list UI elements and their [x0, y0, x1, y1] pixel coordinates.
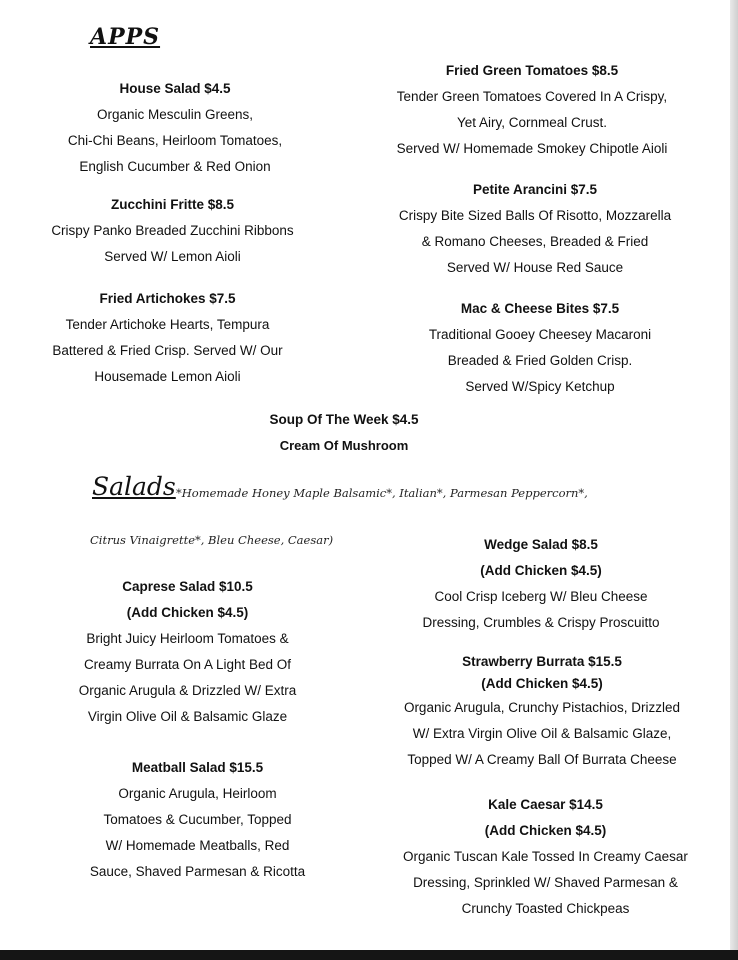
item-title: Soup Of The Week $4.5 [269, 412, 419, 427]
item-desc-line: Organic Arugula & Drizzled W/ Extra [78, 683, 297, 698]
item-title: Kale Caesar $14.5 [488, 797, 603, 812]
item-addon: (Add Chicken $4.5) [126, 605, 249, 620]
item-title: Mac & Cheese Bites $7.5 [460, 301, 620, 316]
item-desc-line: W/ Extra Virgin Olive Oil & Balsamic Glaze, [412, 726, 672, 741]
menu-item-fried-artichokes [30, 286, 305, 390]
item-desc-line: Tender Artichoke Hearts, Tempura [65, 317, 270, 332]
apps-heading: APPS [90, 24, 161, 50]
page-bottom-bar [0, 950, 738, 960]
item-desc-line: Traditional Gooey Cheesey Macaroni [428, 327, 652, 342]
item-desc-line: English Cucumber & Red Onion [79, 159, 271, 174]
menu-item-caprese-salad [55, 574, 320, 730]
menu-item-fried-green-tomatoes [372, 58, 692, 162]
item-desc-line: Crispy Panko Breaded Zucchini Ribbons [51, 223, 294, 238]
item-desc-line: Served W/ Lemon Aioli [104, 249, 241, 264]
item-desc-line: Organic Arugula, Crunchy Pistachios, Drizzled [403, 700, 681, 715]
item-title: House Salad $4.5 [119, 81, 231, 96]
item-desc-line: Tomatoes & Cucumber, Topped [103, 812, 292, 827]
item-desc-line: Served W/ Homemade Smokey Chipotle Aioli [396, 141, 668, 156]
menu-item-mac-cheese-bites [390, 296, 690, 400]
item-desc-line: Chi-Chi Beans, Heirloom Tomatoes, [67, 133, 283, 148]
item-desc-line: Yet Airy, Cornmeal Crust. [456, 115, 608, 130]
item-desc-line: Cool Crisp Iceberg W/ Bleu Cheese [434, 589, 648, 604]
dressings-line-2: Citrus Vinaigrette*, Bleu Cheese, Caesar) [90, 533, 334, 547]
menu-item-zucchini-fritte [30, 192, 315, 270]
item-desc-line: Dressing, Crumbles & Crispy Proscuitto [422, 615, 660, 630]
item-desc-line: Virgin Olive Oil & Balsamic Glaze [87, 709, 288, 724]
item-title: Wedge Salad $8.5 [484, 537, 598, 552]
item-addon: (Add Chicken $4.5) [480, 563, 602, 578]
item-desc-line: Crunchy Toasted Chickpeas [461, 901, 630, 916]
page-edge-shadow [730, 0, 738, 960]
item-desc-line: Served W/ House Red Sauce [446, 260, 624, 275]
item-title: Fried Green Tomatoes $8.5 [445, 63, 619, 78]
item-desc-line: Breaded & Fried Golden Crisp. [447, 353, 633, 368]
item-desc-line: Housemade Lemon Aioli [94, 369, 241, 384]
item-desc-line: Battered & Fried Crisp. Served W/ Our [52, 343, 283, 358]
item-desc-line: Organic Arugula, Heirloom [118, 786, 277, 801]
item-desc-line: W/ Homemade Meatballs, Red [105, 838, 290, 853]
item-desc-line: & Romano Cheeses, Breaded & Fried [421, 234, 649, 249]
item-addon: (Add Chicken $4.5) [484, 823, 607, 838]
item-title: Petite Arancini $7.5 [472, 182, 598, 197]
item-desc-line: Served W/Spicy Ketchup [465, 379, 615, 394]
item-desc-line: Topped W/ A Creamy Ball Of Burrata Cheese [407, 752, 677, 767]
menu-item-wedge-salad [400, 532, 682, 636]
menu-item-soup-of-the-week [244, 407, 444, 459]
item-title: Caprese Salad $10.5 [122, 579, 253, 594]
item-title: Fried Artichokes $7.5 [99, 291, 236, 306]
item-desc-line: Dressing, Sprinkled W/ Shaved Parmesan & [413, 875, 678, 890]
item-desc-line: Sauce, Shaved Parmesan & Ricotta [89, 864, 306, 879]
menu-item-strawberry-burrata [382, 651, 702, 773]
menu-item-petite-arancini [380, 177, 690, 281]
menu-item-meatball-salad [70, 755, 325, 885]
item-desc-line: Organic Tuscan Kale Tossed In Creamy Caesar [403, 849, 688, 864]
item-desc-line: Creamy Burrata On A Light Bed Of [83, 657, 292, 672]
item-desc-line: Tender Green Tomatoes Covered In A Crispy, [396, 89, 668, 104]
dressings-line-1: *Homemade Honey Maple Balsamic*, Italian*, Parmesan Peppercorn*, [176, 486, 588, 500]
item-title: Zucchini Fritte $8.5 [110, 197, 235, 212]
item-desc-line: Crispy Bite Sized Balls Of Risotto, Mozzarella [398, 208, 672, 223]
item-addon: (Add Chicken $4.5) [481, 676, 603, 691]
menu-item-kale-caesar [388, 792, 703, 922]
item-title: Strawberry Burrata $15.5 [462, 654, 622, 669]
item-subtitle: Cream Of Mushroom [279, 438, 409, 453]
salads-heading: Salads [92, 472, 176, 501]
item-title: Meatball Salad $15.5 [131, 760, 264, 775]
item-desc-line: Organic Mesculin Greens, [96, 107, 254, 122]
menu-item-house-salad [40, 76, 310, 180]
item-desc-line: Bright Juicy Heirloom Tomatoes & [86, 631, 289, 646]
